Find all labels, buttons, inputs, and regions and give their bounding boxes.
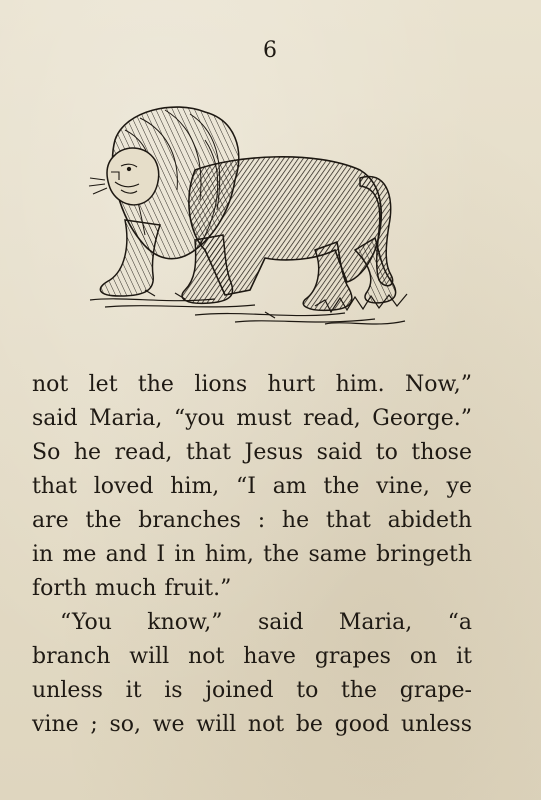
text-line: So he read, that Jesus said to those bbox=[32, 440, 472, 465]
text-line: said Maria, “you must read, George.” bbox=[32, 406, 472, 431]
page-number: 6 bbox=[263, 38, 278, 63]
text-line: not let the lions hurt him. Now,” bbox=[32, 372, 472, 397]
lion-face bbox=[107, 148, 159, 205]
text-line: “You know,” said Maria, “a bbox=[60, 610, 472, 635]
text-line: vine ; so, we will not be good unless bbox=[32, 712, 472, 737]
text-line: in me and I in him, the same bringeth bbox=[32, 542, 472, 567]
text-line: branch will not have grapes on it bbox=[32, 644, 472, 669]
text-line: unless it is joined to the grape- bbox=[32, 678, 472, 703]
text-line: are the branches : he that abideth bbox=[32, 508, 472, 533]
text-line: forth much fruit.” bbox=[32, 576, 232, 601]
body-text bbox=[32, 368, 472, 742]
lion-illustration bbox=[85, 100, 425, 335]
text-line: that loved him, “I am the vine, ye bbox=[32, 474, 472, 499]
